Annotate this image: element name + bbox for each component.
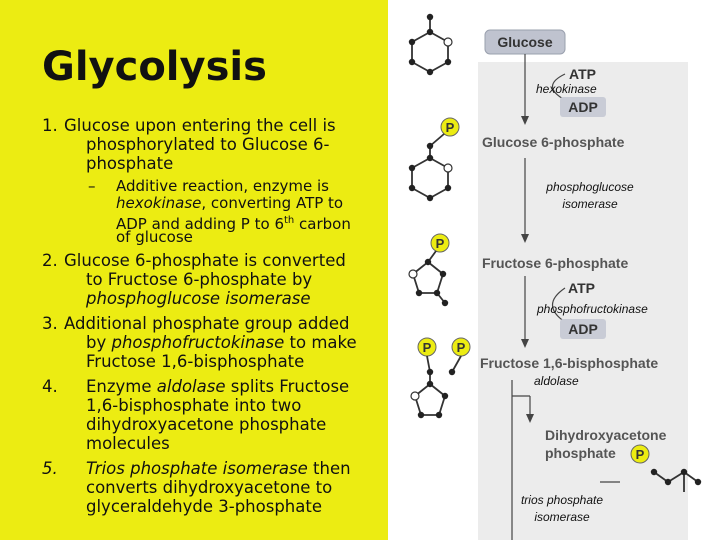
hexokinase-italic: hexokinase	[116, 194, 202, 212]
item-4-line-4: molecules	[86, 434, 170, 453]
f6p-label: Fructose 6-phosphate	[482, 255, 629, 271]
dhap-label-line-2: phosphate	[545, 445, 616, 461]
item-2-line-2: to Fructose 6-phosphate by	[86, 270, 313, 289]
f6p-ring-oxygen	[409, 270, 417, 278]
sub-bullet-line-2	[116, 195, 343, 212]
item-3-line-3: Fructose 1,6-bisphosphate	[86, 352, 305, 371]
item-5-line-1	[86, 459, 351, 478]
sub-bullet-line-3-sup: th	[284, 215, 295, 226]
item-4-line-3: dihydroxyacetone phosphate	[86, 415, 327, 434]
f6p-phosphate-label: P	[435, 236, 445, 251]
f16bp-phosphate-label-left: P	[422, 340, 432, 355]
glucose-label: Glucose	[497, 34, 553, 50]
item-2-line-3: phosphoglucose isomerase	[86, 289, 311, 308]
item-4-line-1-post: splits Fructose	[225, 377, 350, 396]
dhap-label-line-1: Dihydroxyacetone	[545, 427, 667, 443]
item-5-line-2: converts dihydroxyacetone to	[86, 478, 333, 497]
tpi-label-line-1: trios phosphate	[520, 493, 604, 507]
item-5-line-3: glyceraldehyde 3-phosphate	[86, 497, 322, 516]
g6p-phosphate-label: P	[445, 120, 455, 135]
f16bp-ring-oxygen	[411, 392, 419, 400]
aldolase-label: aldolase	[534, 374, 579, 388]
item-4-number: 4.	[42, 377, 58, 396]
item-3-line-2	[86, 333, 357, 352]
pgi-label-line-1: phosphoglucose	[546, 180, 634, 194]
atp-label-1: ATP	[569, 66, 596, 82]
item-3-number: 3.	[42, 314, 58, 333]
item-1-number: 1.	[42, 116, 58, 135]
glucose-ring-structure	[412, 17, 448, 72]
item-1-line-3: phosphate	[86, 154, 174, 173]
f16bp-ring-atoms	[418, 369, 455, 418]
atp-label-2: ATP	[568, 280, 595, 296]
item-1-line-2: phosphorylated to Glucose 6-	[86, 135, 330, 154]
dhap-phosphate-label: P	[635, 447, 645, 462]
glucose-ring-oxygen	[444, 38, 452, 46]
pgi-label-line-2: isomerase	[562, 197, 618, 211]
item-2-line-1: Glucose 6-phosphate is converted	[64, 251, 346, 270]
sub-bullet-line-4: of glucose	[116, 228, 193, 246]
sub-bullet-line-2-rest: , converting ATP to	[201, 194, 344, 212]
item-4-line-1	[86, 377, 349, 396]
sub-bullet-line-3-pre: ADP and adding P to 6	[116, 215, 284, 233]
item-5-line-1-italic: Trios phosphate isomerase	[86, 459, 308, 478]
item-4-line-2: 1,6-bisphosphate into two	[86, 396, 302, 415]
f16bp-phosphate-label-right: P	[456, 340, 466, 355]
f16bp-label: Fructose 1,6-bisphosphate	[480, 355, 659, 371]
sub-bullet-dash: –	[88, 177, 96, 195]
adp-label-1: ADP	[568, 99, 598, 115]
slide-title: Glycolysis	[42, 44, 267, 90]
f16bp-ring-structure	[415, 356, 461, 415]
item-4-line-1-italic: aldolase	[156, 377, 226, 396]
item-4-line-1-pre: Enzyme	[86, 377, 157, 396]
item-3-line-2-post: to make	[284, 333, 357, 352]
item-3-line-1: Additional phosphate group added	[64, 314, 350, 333]
pathway-diagram	[392, 0, 720, 540]
item-3-line-2-italic: phosphofructokinase	[111, 333, 285, 352]
g6p-label: Glucose 6-phosphate	[482, 134, 625, 150]
sub-bullet-line-1: Additive reaction, enzyme is	[116, 177, 329, 195]
item-5-number: 5.	[42, 459, 58, 478]
adp-label-2: ADP	[568, 321, 598, 337]
tpi-label-line-2: isomerase	[534, 510, 590, 524]
item-2-number: 2.	[42, 251, 58, 270]
pathway-panel	[392, 0, 720, 540]
item-1-line-1: Glucose upon entering the cell is	[64, 116, 336, 135]
item-5-line-1-post: then	[307, 459, 351, 478]
g6p-ring-oxygen	[444, 164, 452, 172]
hexokinase-label: hexokinase	[536, 82, 597, 96]
sub-bullet-line-3-post: carbon	[294, 215, 351, 233]
pfk-label: phosphofructokinase	[537, 302, 648, 316]
item-3-line-2-pre: by	[86, 333, 112, 352]
